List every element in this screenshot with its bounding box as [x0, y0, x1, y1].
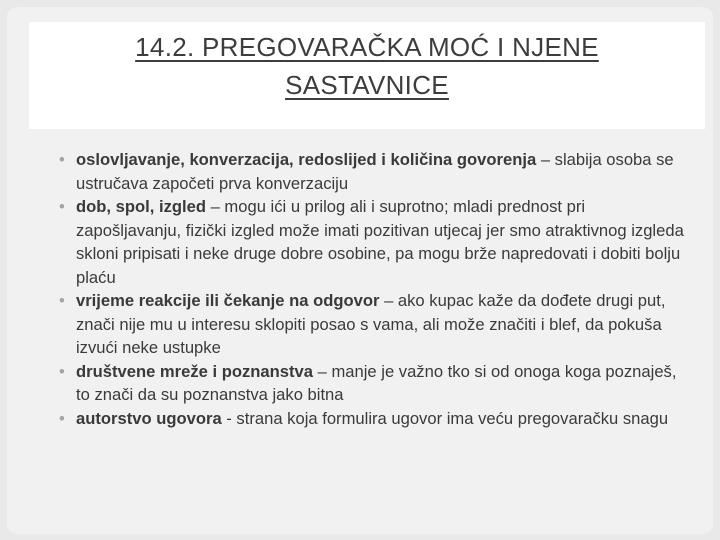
bullet-item	[59, 148, 689, 195]
bullet-list	[59, 148, 689, 430]
bullet-term: dob, spol, izgled	[76, 197, 206, 216]
bullet-item	[59, 195, 689, 289]
slide	[7, 7, 713, 534]
bullet-dot-icon: •	[59, 361, 65, 381]
bullet-dot-icon: •	[59, 291, 65, 310]
slide-title	[29, 28, 705, 104]
bullet-text: – mogu ići u prilog ali i suprotno; mladi prednost pri zapošljavanju, fizički izgled može imati pozitivan utjecaj jer smo atraktivnog izgleda skloni pripisati i neke druge dobre osobine, pa mogu brže napredovati i dobiti bolju plaću	[76, 197, 684, 287]
bullet-text: - strana koja formulira ugovor ima veću pregovaračku snagu	[221, 408, 669, 428]
bullet-text: – manje je važno tko si od onoga koga poznaješ, to znači da su poznanstva jako bitna	[76, 361, 677, 404]
bullet-dot-icon: •	[59, 197, 65, 216]
slide-title-line-2: SASTAVNICE	[285, 70, 449, 100]
title-box	[29, 22, 705, 129]
bullet-dot-icon: •	[59, 150, 65, 169]
bullet-term: društvene mreže i poznanstva	[76, 361, 313, 381]
bullet-item	[59, 407, 689, 431]
bullet-text: – slabija osoba se ustručava započeti prva konverzaciju	[76, 150, 674, 193]
bullet-term: autorstvo ugovora	[76, 408, 222, 428]
slide-title-line-1: 14.2. PREGOVARAČKA MOĆ I NJENE	[135, 32, 599, 62]
bullet-text: – ako kupac kaže da dođete drugi put, znači nije mu u interesu sklopiti posao s vama, ali može značiti i blef, da pokuša izvući neke ustupke	[76, 291, 666, 357]
bullet-term: oslovljavanje, konverzacija, redoslijed i količina govorenja	[76, 150, 537, 169]
bullet-dot-icon: •	[59, 408, 65, 428]
bullet-item	[59, 360, 689, 407]
bullet-term: vrijeme reakcije ili čekanje na odgovor	[76, 291, 380, 310]
bullet-item	[59, 289, 689, 360]
